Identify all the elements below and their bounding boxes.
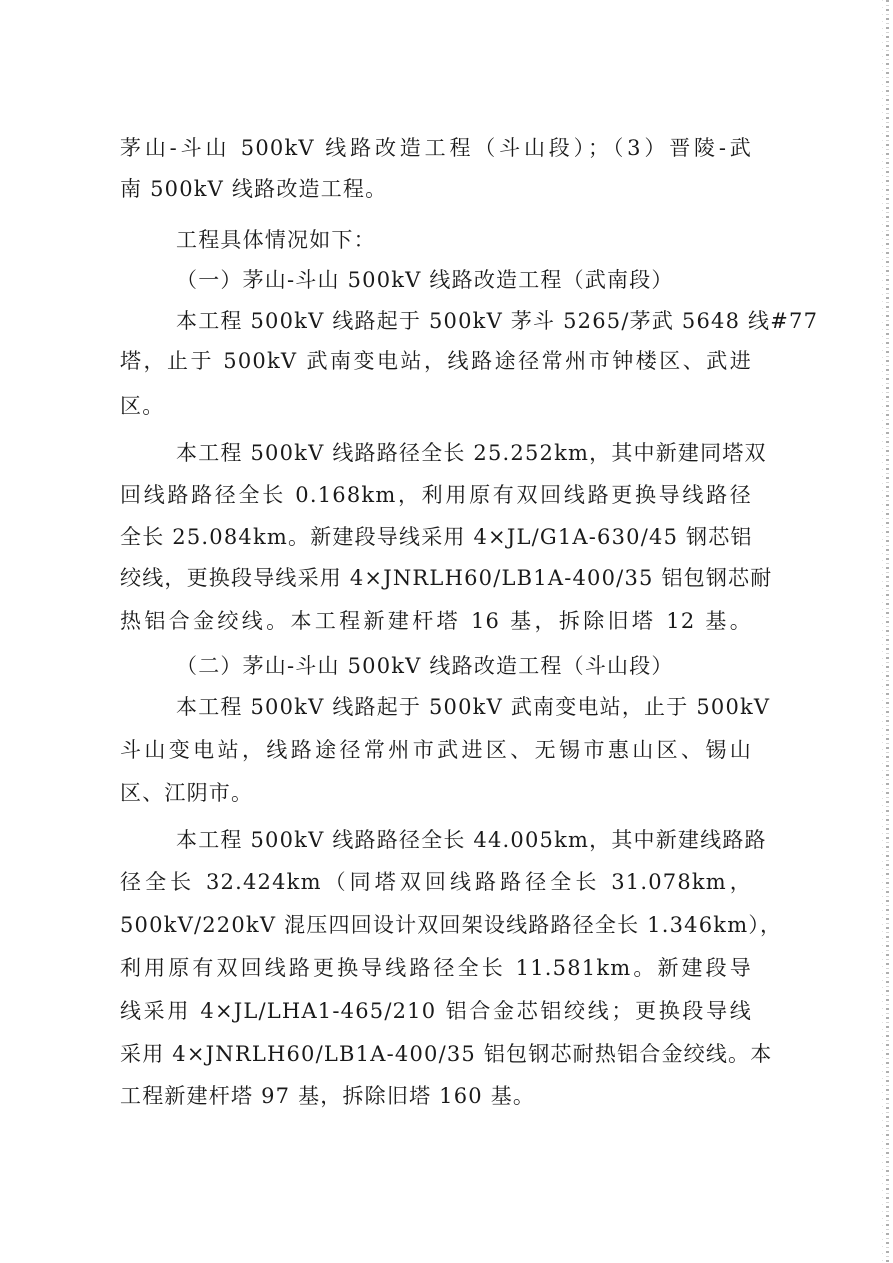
text-line: 区、江阴市。	[120, 781, 254, 805]
text-line: 工程具体情况如下：	[176, 228, 376, 252]
text-line: 径全长 32.424km（同塔双回线路路径全长 31.078km，	[120, 870, 752, 894]
text-line: 线采用 4×JL/LHA1-465/210 铝合金芯铝绞线；更换段导线	[120, 999, 752, 1023]
text-line: 斗山变电站，线路途径常州市武进区、无锡市惠山区、锡山	[120, 738, 752, 762]
text-line: 利用原有双回线路更换导线路径全长 11.581km。新建段导	[120, 956, 752, 980]
text-line: 本工程 500kV 线路起于 500kV 茅斗 5265/茅武 5648 线#77	[176, 309, 819, 333]
text-line: 工程新建杆塔 97 基，拆除旧塔 160 基。	[120, 1084, 536, 1108]
text-line: 500kV/220kV 混压四回设计双回架设线路路径全长 1.346km），	[120, 913, 783, 937]
section-heading: （一）茅山-斗山 500kV 线路改造工程（武南段）	[176, 268, 674, 292]
text-line: 南 500kV 线路改造工程。	[120, 177, 388, 201]
text-line: 热铝合金绞线。本工程新建杆塔 16 基，拆除旧塔 12 基。	[120, 609, 752, 633]
text-line: 采用 4×JNRLH60/LB1A-400/35 铝包钢芯耐热铝合金绞线。本	[120, 1042, 773, 1066]
text-line: 回线路路径全长 0.168km，利用原有双回线路更换导线路径	[120, 483, 752, 507]
scan-edge-artifact	[886, 0, 889, 1263]
text-line: 本工程 500kV 线路路径全长 44.005km，其中新建线路路	[176, 828, 767, 852]
text-line: 区。	[120, 394, 165, 418]
text-line: 全长 25.084km。新建段导线采用 4×JL/G1A-630/45 钢芯铝	[120, 525, 753, 549]
scan-edge-artifact-secondary	[882, 0, 883, 1263]
text-line: 绞线，更换段导线采用 4×JNRLH60/LB1A-400/35 铝包钢芯耐	[120, 566, 773, 590]
text-line: 塔，止于 500kV 武南变电站，线路途径常州市钟楼区、武进	[120, 349, 752, 373]
section-heading: （二）茅山-斗山 500kV 线路改造工程（斗山段）	[176, 654, 674, 678]
text-line: 本工程 500kV 线路路径全长 25.252km，其中新建同塔双	[176, 441, 767, 465]
text-line: 茅山-斗山 500kV 线路改造工程（斗山段）；（3）晋陵-武	[120, 136, 752, 160]
text-line: 本工程 500kV 线路起于 500kV 武南变电站，止于 500kV	[176, 695, 771, 719]
